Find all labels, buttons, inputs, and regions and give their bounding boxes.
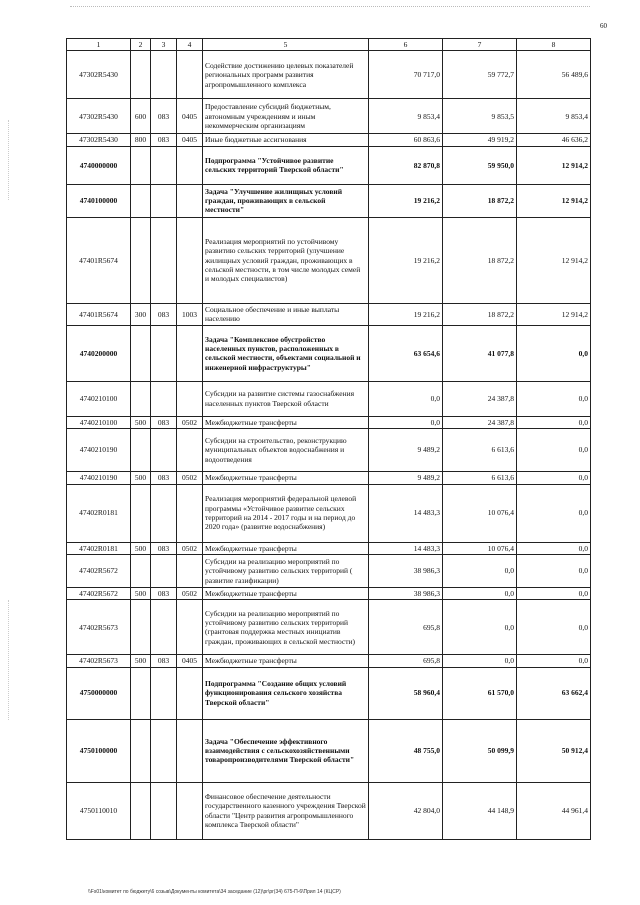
- row-value-year2: 24 387,8: [443, 381, 517, 416]
- table-row: [67, 667, 591, 719]
- table-row: [67, 429, 591, 472]
- row-value-year2: 49 919,2: [443, 134, 517, 146]
- footer-file-path: \\Fs01\комитет по бюджету\6 созыв\Документы комитета\34 заседание (12)\pr\pr(34) 675-П-6\Прил 14 (КЦСР): [88, 889, 341, 895]
- row-ministry-code: 083: [151, 303, 177, 325]
- row-value-year2: 0,0: [443, 587, 517, 599]
- row-expense-type: [131, 325, 151, 381]
- table-header-row: [67, 39, 591, 51]
- row-value-year1: 0,0: [369, 381, 443, 416]
- row-code: 4750000000: [67, 667, 131, 719]
- header-cell: 8: [517, 39, 591, 51]
- row-value-year1: 9 489,2: [369, 472, 443, 484]
- row-value-year3: 12 914,2: [517, 184, 591, 217]
- row-expense-type: [131, 429, 151, 472]
- header-cell: 4: [177, 39, 203, 51]
- row-value-year2: 6 613,6: [443, 429, 517, 472]
- row-value-year3: 63 662,4: [517, 667, 591, 719]
- row-value-year3: 50 912,4: [517, 719, 591, 782]
- row-value-year2: 41 077,8: [443, 325, 517, 381]
- row-expense-type: 500: [131, 587, 151, 599]
- row-value-year3: 0,0: [517, 472, 591, 484]
- row-section-code: [177, 719, 203, 782]
- row-expense-type: 800: [131, 134, 151, 146]
- header-cell: 1: [67, 39, 131, 51]
- row-code: 47302R5430: [67, 134, 131, 146]
- row-value-year3: 0,0: [517, 655, 591, 667]
- row-ministry-code: 083: [151, 134, 177, 146]
- row-description: Реализация мероприятий по устойчивому развитию сельских территорий (улучшение жилищных условий граждан, проживающих в сельской местности, в том числе молодых семей и молодых специалистов): [203, 217, 369, 303]
- table-row: [67, 782, 591, 839]
- row-description: Иные бюджетные ассигнования: [203, 134, 369, 146]
- row-value-year1: 14 483,3: [369, 542, 443, 554]
- row-section-code: [177, 146, 203, 184]
- row-value-year3: 0,0: [517, 429, 591, 472]
- row-expense-type: 500: [131, 655, 151, 667]
- row-section-code: 0502: [177, 587, 203, 599]
- row-description: Субсидии на реализацию мероприятий по устойчивому развитию сельских территорий ( развитие газификации): [203, 554, 369, 587]
- row-expense-type: [131, 782, 151, 839]
- row-code: 4740000000: [67, 146, 131, 184]
- row-value-year3: 0,0: [517, 484, 591, 542]
- row-code: 4740210190: [67, 472, 131, 484]
- header-cell: 2: [131, 39, 151, 51]
- row-code: 4740210100: [67, 416, 131, 428]
- row-description: Финансовое обеспечение деятельности государственного казенного учреждения Тверской области "Центр развития агропромышленного комплекса Тверской области": [203, 782, 369, 839]
- row-ministry-code: [151, 484, 177, 542]
- row-expense-type: [131, 217, 151, 303]
- table-row: [67, 134, 591, 146]
- row-section-code: 0405: [177, 655, 203, 667]
- row-section-code: [177, 667, 203, 719]
- row-ministry-code: [151, 325, 177, 381]
- row-description: Задача "Улучшение жилищных условий граждан, проживающих в сельской местности": [203, 184, 369, 217]
- row-ministry-code: [151, 184, 177, 217]
- row-value-year2: 10 076,4: [443, 542, 517, 554]
- row-value-year1: 48 755,0: [369, 719, 443, 782]
- row-code: 47302R5430: [67, 99, 131, 134]
- table-row: [67, 600, 591, 655]
- row-code: 47401R5674: [67, 217, 131, 303]
- row-expense-type: 500: [131, 472, 151, 484]
- row-section-code: 0502: [177, 472, 203, 484]
- row-ministry-code: 083: [151, 587, 177, 599]
- row-section-code: 0405: [177, 99, 203, 134]
- row-value-year1: 19 216,2: [369, 217, 443, 303]
- row-value-year1: 60 863,6: [369, 134, 443, 146]
- row-value-year2: 18 872,2: [443, 217, 517, 303]
- row-description: Задача "Комплексное обустройство населенных пунктов, расположенных в сельской местности, объектами социальной и инженерной инфраструктуры": [203, 325, 369, 381]
- row-code: 4740210190: [67, 429, 131, 472]
- row-description: Содействие достижению целевых показателей региональных программ развития агропромышленного комплекса: [203, 51, 369, 99]
- row-value-year2: 18 872,2: [443, 303, 517, 325]
- row-value-year2: 59 772,7: [443, 51, 517, 99]
- row-ministry-code: 083: [151, 416, 177, 428]
- row-value-year3: 0,0: [517, 554, 591, 587]
- row-ministry-code: [151, 667, 177, 719]
- row-ministry-code: [151, 719, 177, 782]
- scan-margin-artifact: [8, 120, 10, 200]
- row-value-year1: 9 853,4: [369, 99, 443, 134]
- row-description: Межбюджетные трансферты: [203, 655, 369, 667]
- row-expense-type: [131, 554, 151, 587]
- row-section-code: [177, 381, 203, 416]
- table-row: [67, 99, 591, 134]
- row-value-year1: 38 986,3: [369, 554, 443, 587]
- row-expense-type: 500: [131, 542, 151, 554]
- row-section-code: [177, 325, 203, 381]
- row-description: Подпрограмма "Устойчивое развитие сельских территорий Тверской области": [203, 146, 369, 184]
- row-value-year3: 12 914,2: [517, 303, 591, 325]
- row-ministry-code: [151, 51, 177, 99]
- row-section-code: [177, 217, 203, 303]
- row-value-year3: 56 489,6: [517, 51, 591, 99]
- row-section-code: 0405: [177, 134, 203, 146]
- row-value-year1: 42 804,0: [369, 782, 443, 839]
- row-code: 47402R0181: [67, 542, 131, 554]
- row-section-code: [177, 782, 203, 839]
- row-value-year2: 18 872,2: [443, 184, 517, 217]
- row-ministry-code: [151, 146, 177, 184]
- row-code: 4750100000: [67, 719, 131, 782]
- row-code: 47302R5430: [67, 51, 131, 99]
- row-ministry-code: 083: [151, 542, 177, 554]
- row-section-code: [177, 51, 203, 99]
- row-value-year1: 695,8: [369, 655, 443, 667]
- table-row: [67, 381, 591, 416]
- page-number: 60: [600, 22, 607, 30]
- row-value-year3: 46 636,2: [517, 134, 591, 146]
- row-ministry-code: [151, 554, 177, 587]
- table-row: [67, 472, 591, 484]
- table-row: [67, 484, 591, 542]
- row-section-code: [177, 429, 203, 472]
- header-cell: 6: [369, 39, 443, 51]
- row-code: 4740210100: [67, 381, 131, 416]
- table-row: [67, 719, 591, 782]
- row-code: 47402R5673: [67, 600, 131, 655]
- row-expense-type: [131, 719, 151, 782]
- row-description: Межбюджетные трансферты: [203, 542, 369, 554]
- row-section-code: [177, 600, 203, 655]
- row-value-year1: 58 960,4: [369, 667, 443, 719]
- row-description: Субсидии на развитие системы газоснабжения населенных пунктов Тверской области: [203, 381, 369, 416]
- row-ministry-code: [151, 600, 177, 655]
- row-expense-type: [131, 51, 151, 99]
- row-value-year3: 0,0: [517, 325, 591, 381]
- scan-margin-artifact: [8, 600, 10, 720]
- row-description: Реализация мероприятий федеральной целевой программы «Устойчивое развитие сельских территорий на 2014 - 2017 годы и на период до 2020 года» (развитие водоснабжения): [203, 484, 369, 542]
- header-cell: 5: [203, 39, 369, 51]
- row-value-year1: 70 717,0: [369, 51, 443, 99]
- row-value-year2: 44 148,9: [443, 782, 517, 839]
- row-section-code: 0502: [177, 416, 203, 428]
- row-ministry-code: 083: [151, 472, 177, 484]
- row-ministry-code: 083: [151, 99, 177, 134]
- row-description: Межбюджетные трансферты: [203, 587, 369, 599]
- row-expense-type: 300: [131, 303, 151, 325]
- row-value-year1: 0,0: [369, 416, 443, 428]
- row-value-year1: 695,8: [369, 600, 443, 655]
- row-value-year3: 9 853,4: [517, 99, 591, 134]
- row-expense-type: [131, 484, 151, 542]
- row-value-year3: 0,0: [517, 381, 591, 416]
- row-value-year1: 19 216,2: [369, 303, 443, 325]
- row-value-year2: 24 387,8: [443, 416, 517, 428]
- header-cell: 7: [443, 39, 517, 51]
- row-description: Подпрограмма "Создание общих условий функционирования сельского хозяйства Тверской области": [203, 667, 369, 719]
- table-row: [67, 587, 591, 599]
- row-ministry-code: [151, 217, 177, 303]
- table-row: [67, 655, 591, 667]
- table-row: [67, 416, 591, 428]
- row-value-year3: 0,0: [517, 600, 591, 655]
- row-section-code: 1003: [177, 303, 203, 325]
- row-code: 4740200000: [67, 325, 131, 381]
- row-code: 47401R5674: [67, 303, 131, 325]
- row-description: Межбюджетные трансферты: [203, 472, 369, 484]
- row-expense-type: [131, 667, 151, 719]
- row-ministry-code: 083: [151, 655, 177, 667]
- row-description: Субсидии на реализацию мероприятий по устойчивому развитию сельских территорий (грантовая поддержка местных инициатив граждан, проживающих в сельской местности): [203, 600, 369, 655]
- row-value-year2: 9 853,5: [443, 99, 517, 134]
- row-value-year2: 0,0: [443, 554, 517, 587]
- row-value-year2: 59 950,0: [443, 146, 517, 184]
- row-value-year1: 82 870,8: [369, 146, 443, 184]
- table-row: [67, 184, 591, 217]
- table-row: [67, 325, 591, 381]
- row-description: Субсидии на строительство, реконструкцию муниципальных объектов водоснабжения и водоотведения: [203, 429, 369, 472]
- row-ministry-code: [151, 429, 177, 472]
- row-value-year2: 6 613,6: [443, 472, 517, 484]
- row-value-year1: 19 216,2: [369, 184, 443, 217]
- row-ministry-code: [151, 782, 177, 839]
- row-value-year1: 14 483,3: [369, 484, 443, 542]
- row-section-code: 0502: [177, 542, 203, 554]
- row-code: 47402R5673: [67, 655, 131, 667]
- row-expense-type: [131, 600, 151, 655]
- row-value-year3: 44 961,4: [517, 782, 591, 839]
- row-section-code: [177, 554, 203, 587]
- scan-top-artifact: [70, 6, 590, 8]
- table-row: [67, 554, 591, 587]
- row-value-year1: 9 489,2: [369, 429, 443, 472]
- row-section-code: [177, 484, 203, 542]
- row-code: 47402R5672: [67, 587, 131, 599]
- row-code: 47402R5672: [67, 554, 131, 587]
- row-expense-type: 600: [131, 99, 151, 134]
- row-expense-type: [131, 146, 151, 184]
- table-row: [67, 146, 591, 184]
- row-description: Социальное обеспечение и иные выплаты населению: [203, 303, 369, 325]
- budget-table: [66, 38, 591, 840]
- row-value-year3: 0,0: [517, 416, 591, 428]
- row-value-year2: 0,0: [443, 600, 517, 655]
- row-section-code: [177, 184, 203, 217]
- table-row: [67, 51, 591, 99]
- row-code: 4750110010: [67, 782, 131, 839]
- row-ministry-code: [151, 381, 177, 416]
- row-expense-type: [131, 184, 151, 217]
- table-row: [67, 217, 591, 303]
- row-value-year3: 12 914,2: [517, 217, 591, 303]
- row-value-year3: 0,0: [517, 587, 591, 599]
- row-value-year3: 12 914,2: [517, 146, 591, 184]
- row-expense-type: [131, 381, 151, 416]
- row-description: Задача "Обеспечение эффективного взаимодействия с сельскохозяйственными товаропроизводителями Тверской области": [203, 719, 369, 782]
- row-value-year1: 63 654,6: [369, 325, 443, 381]
- row-value-year2: 61 570,0: [443, 667, 517, 719]
- row-value-year2: 10 076,4: [443, 484, 517, 542]
- row-value-year2: 0,0: [443, 655, 517, 667]
- row-code: 4740100000: [67, 184, 131, 217]
- row-description: Межбюджетные трансферты: [203, 416, 369, 428]
- row-code: 47402R0181: [67, 484, 131, 542]
- row-value-year1: 38 986,3: [369, 587, 443, 599]
- header-cell: 3: [151, 39, 177, 51]
- table-row: [67, 303, 591, 325]
- row-description: Предоставление субсидий бюджетным, автономным учреждениям и иным некоммерческим организациям: [203, 99, 369, 134]
- table-row: [67, 542, 591, 554]
- row-expense-type: 500: [131, 416, 151, 428]
- row-value-year2: 50 099,9: [443, 719, 517, 782]
- row-value-year3: 0,0: [517, 542, 591, 554]
